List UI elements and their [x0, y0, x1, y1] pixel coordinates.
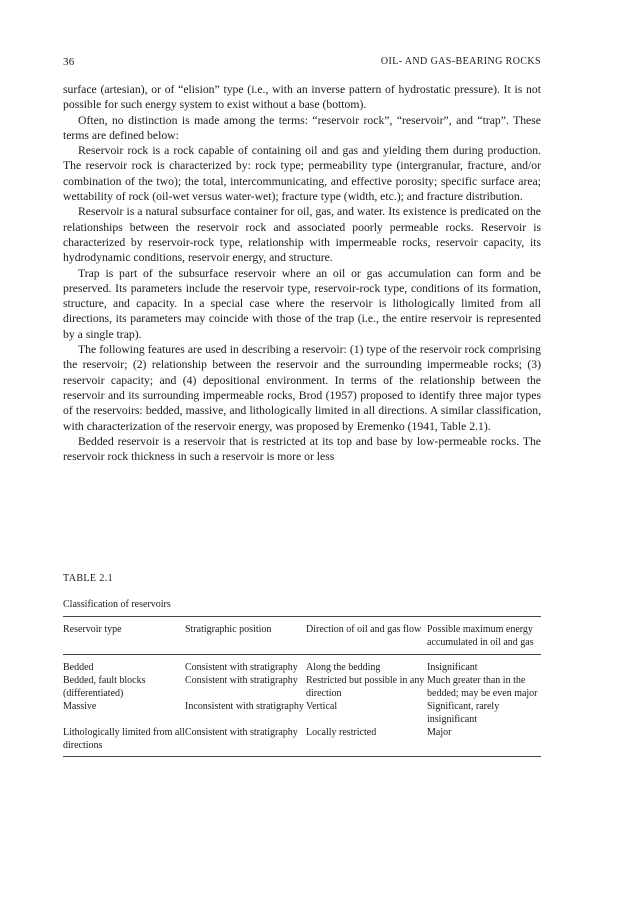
table-cell: Massive: [63, 701, 97, 712]
table-cell: Along the bedding: [306, 662, 381, 673]
table-cell: Consistent with stratigraphy: [185, 675, 298, 686]
table-row: [63, 655, 541, 675]
column-header: Stratigraphic position: [185, 617, 306, 655]
table-header-row: [63, 617, 541, 655]
paragraph: Bedded reservoir is a reservoir that is restricted at its top and base by low-permeable rocks. The reservoir rock thickness in such a reservoir is more or less: [63, 434, 541, 464]
table-cell: Lithologically limited from all directions: [63, 726, 185, 757]
table-cell: Insignificant: [427, 662, 478, 673]
paragraph: surface (artesian), or of “elision” type (i.e., with an inverse pattern of hydrostatic pressure). It is not possible for such energy system to exist without a base (bottom).: [63, 83, 541, 112]
table-row: [63, 674, 541, 700]
column-header: Reservoir type: [63, 617, 185, 655]
column-header: Possible maximum energy accumulated in oil and gas: [427, 617, 541, 655]
table-row: [63, 726, 541, 757]
page-number: 36: [63, 56, 75, 68]
reservoir-classification-table: [63, 616, 541, 757]
table-cell: Much greater than in the bedded; may be even major: [427, 675, 538, 699]
body-text: [63, 82, 541, 464]
table-cell: Consistent with stratigraphy: [185, 662, 298, 673]
running-title: OIL- AND GAS-BEARING ROCKS: [380, 56, 541, 67]
paragraph: Reservoir rock is a rock capable of containing oil and gas and yielding them during production. The reservoir rock is characterized by: rock type; permeability type (intergranular, fracture, and/or combination of the two); the total, intercommunicating, and effective porosity; specific surface area; wettability of rock (oil-wet versus water-wet); fracture type (width, etc.); and fracture distribution.: [63, 144, 541, 204]
table-cell: Consistent with stratigraphy: [185, 726, 306, 757]
table-caption: Classification of reservoirs: [63, 599, 171, 610]
table-cell: Bedded, fault blocks (differentiated): [63, 675, 146, 699]
table-cell: Locally restricted: [306, 726, 427, 757]
table-cell: Inconsistent with stratigraphy: [185, 701, 304, 712]
paragraph: Trap is part of the subsurface reservoir where an oil or gas accumulation can form and be preserved. Its parameters include the reservoir type, reservoir-rock type, conditions of its formation, structure, and capacity. In a special case where the reservoir is lithologically limited from all directions, its parameters may coincide with those of the trap (i.e., the entire reservoir is represented by a single trap).: [63, 266, 541, 341]
table-cell: Significant, rarely insignificant: [427, 701, 500, 725]
column-header: Direction of oil and gas flow: [306, 617, 427, 655]
paragraph: The following features are used in describing a reservoir: (1) type of the reservoir rock comprising the reservoir; (2) relationship between the reservoir and the surrounding impermeable rocks; (3) reservoir capacity; and (4) depositional environment. In terms of the relationship between the reservoir and its surrounding impermeable rocks, Brod (1957) proposed to identify three major types of the reservoirs: bedded, massive, and lithologically limited in all directions. A similar classification, with characterization of the reservoir energy, was proposed by Eremenko (1941, Table 2.1).: [63, 343, 541, 433]
table-cell: Restricted but possible in any direction: [306, 675, 425, 699]
table-cell: Vertical: [306, 701, 338, 712]
table-row: [63, 700, 541, 726]
table-number: TABLE 2.1: [63, 573, 114, 584]
table-cell: Major: [427, 726, 541, 757]
paragraph: Reservoir is a natural subsurface container for oil, gas, and water. Its existence is predicated on the relationships between the reservoir rock and associated poorly permeable rocks. Reservoir is characterized by reservoir-rock type, relationship with impermeable rocks, reservoir capacity, its hydrodynamic conditions, reservoir energy, and structure.: [63, 205, 541, 265]
table-cell: Bedded: [63, 662, 94, 673]
paragraph: Often, no distinction is made among the terms: “reservoir rock”, “reservoir”, and “trap”. These terms are defined below:: [63, 113, 541, 142]
